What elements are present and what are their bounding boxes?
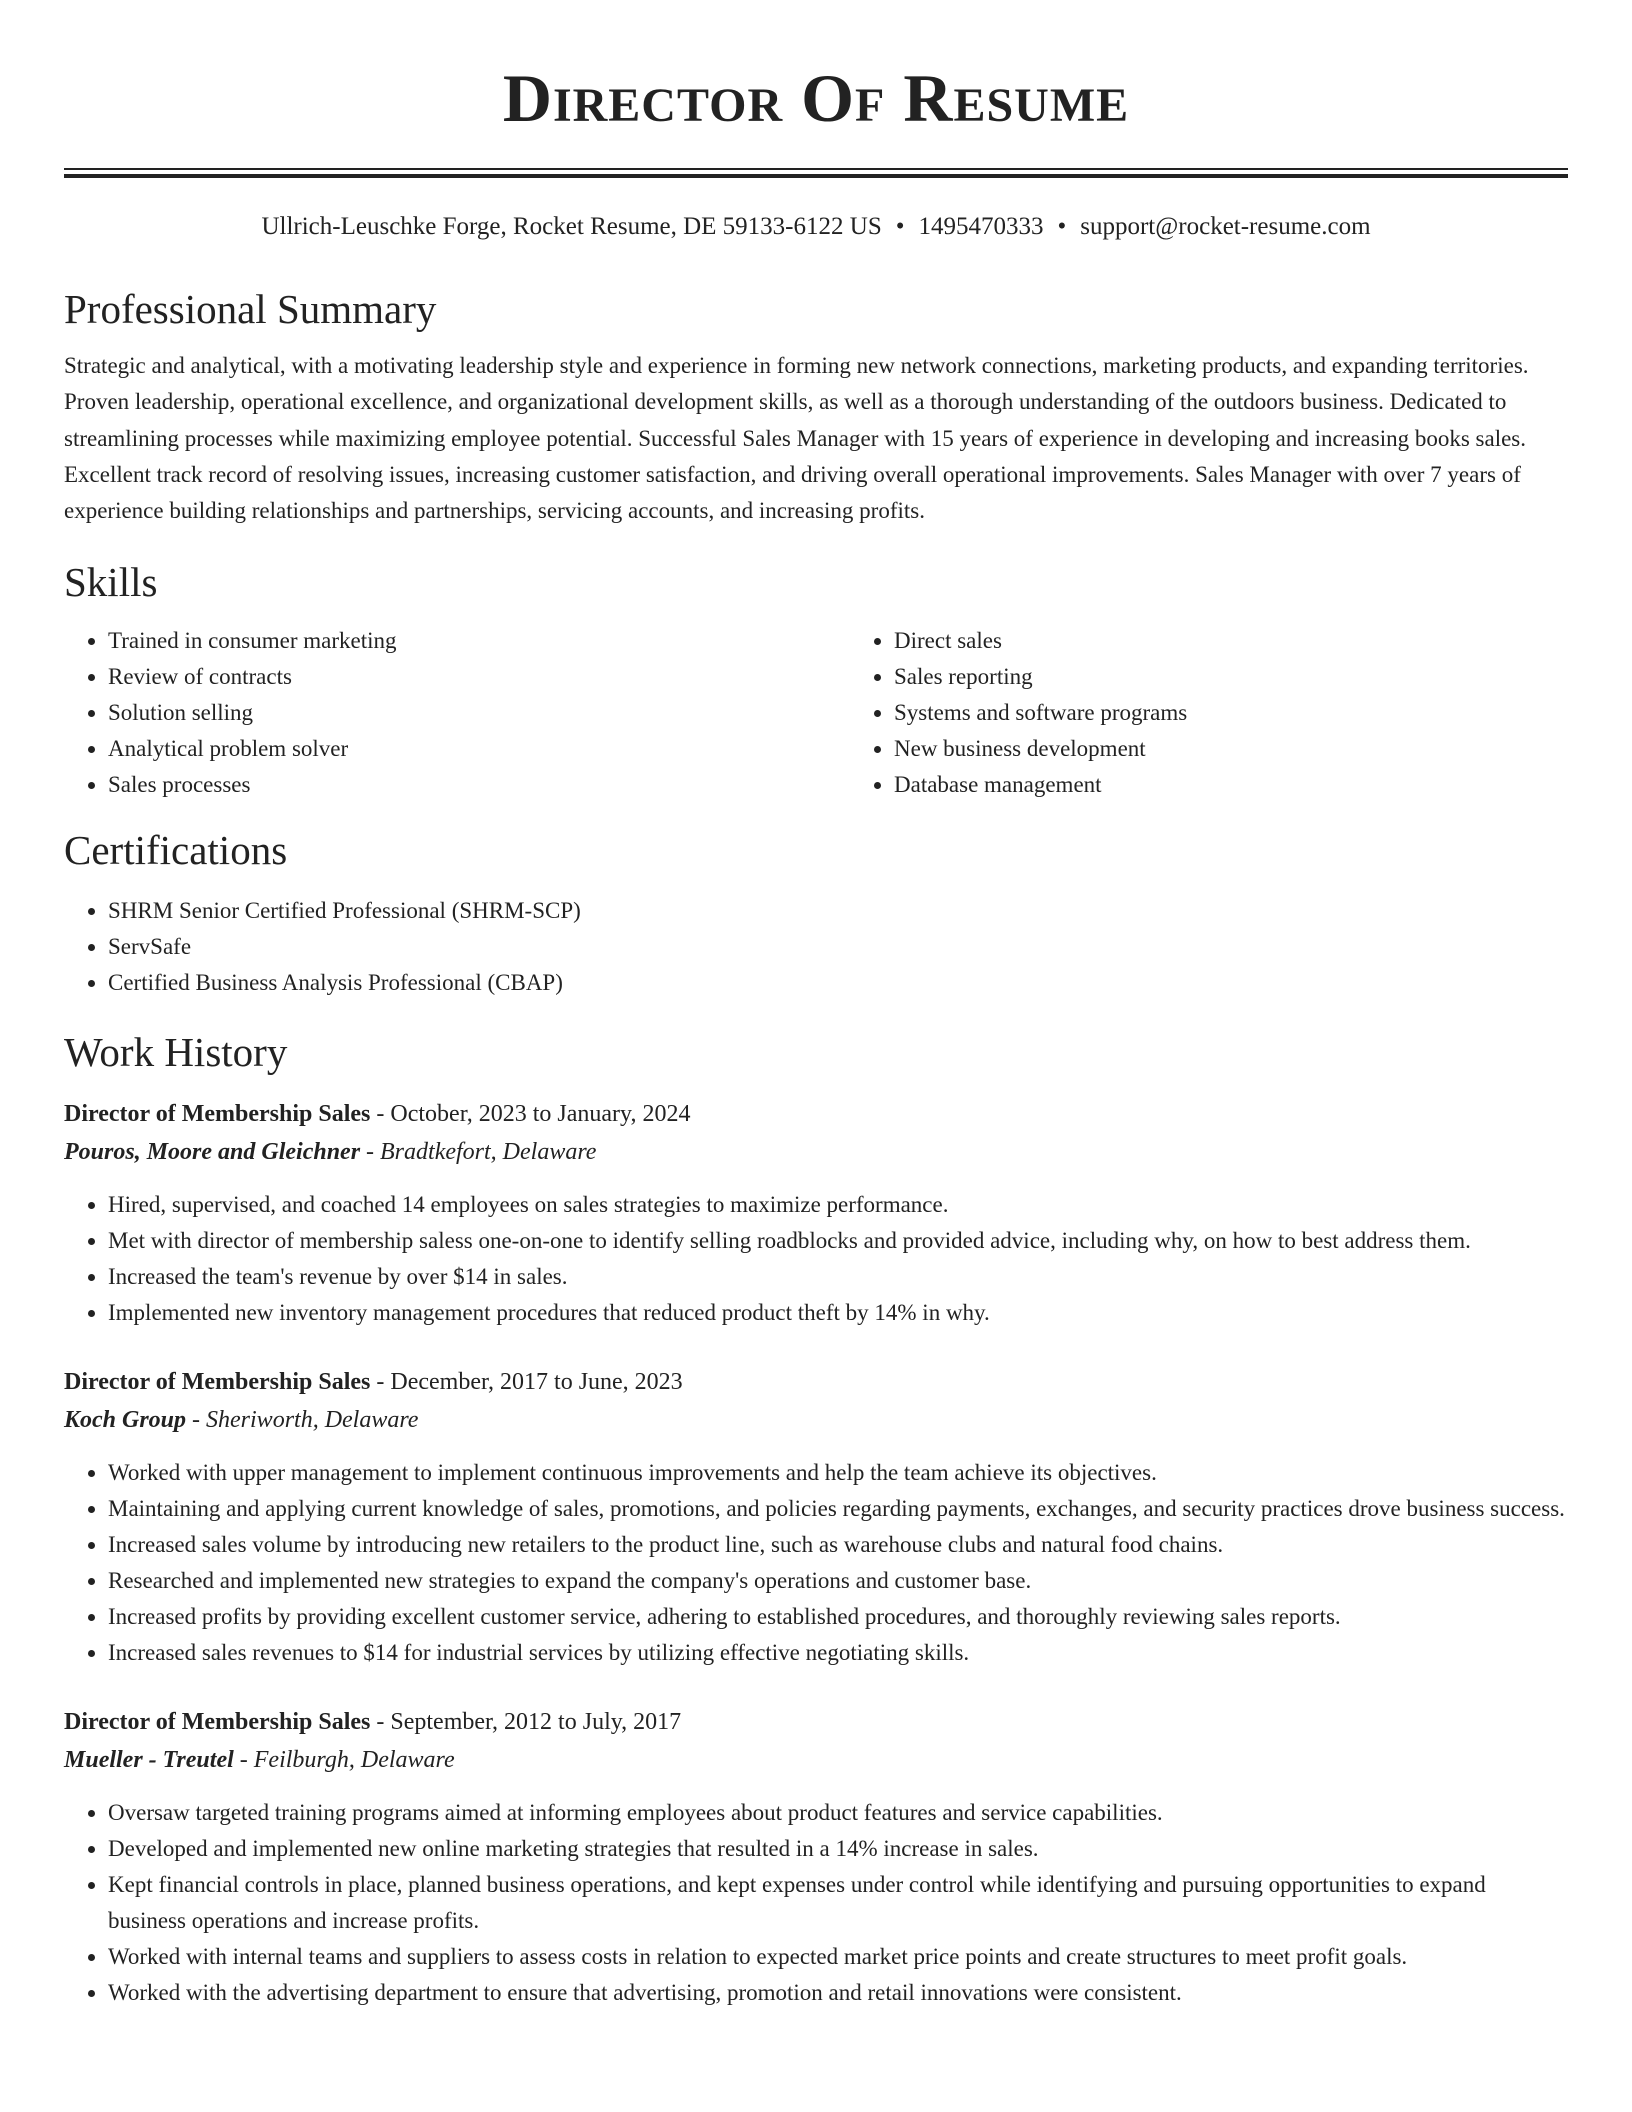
job-title-line: [64, 1703, 1568, 1741]
skills-heading: Skills: [64, 559, 158, 606]
job-company: Koch Group: [64, 1407, 187, 1434]
skills-list: [64, 623, 1568, 803]
job-company-line: [64, 1741, 1568, 1779]
job-bullet: • Developed and implemented new online marketing strategies that resulted in a 14% increase in sales.: [108, 1831, 1568, 1867]
job-title-line: [64, 1363, 1568, 1401]
job-title: Director of Membership Sales: [64, 1101, 371, 1128]
job-bullet: • Hired, supervised, and coached 14 employees on sales strategies to maximize performance.: [108, 1187, 1568, 1223]
job-bullet: • Increased profits by providing excellent customer service, adhering to established procedures, and thoroughly reviewing sales reports.: [108, 1599, 1568, 1635]
job-bullets: [64, 1455, 1568, 1671]
certifications-list: [64, 893, 1568, 1001]
job-dates: - September, 2012 to July, 2017: [370, 1709, 682, 1736]
job-bullet: • Oversaw targeted training programs aimed at informing employees about product features and service capabilities.: [108, 1795, 1568, 1831]
job-bullet: • Increased sales revenues to $14 for industrial services by utilizing effective negotiating skills.: [108, 1635, 1568, 1671]
job-bullet: • Kept financial controls in place, planned business operations, and kept expenses under control while identifying and pursuing opportunities to expand business operations and increase profits.: [108, 1867, 1568, 1939]
job-bullet: • Implemented new inventory management procedures that reduced product theft by 14% in why.: [108, 1295, 1568, 1331]
job-title: Director of Membership Sales: [64, 1369, 371, 1396]
certification-item: • Certified Business Analysis Professional (CBAP): [108, 965, 1568, 1001]
skill-item: • Database management: [894, 767, 1632, 803]
skills-left-column: [64, 623, 850, 803]
contact-separator: •: [1057, 213, 1067, 240]
job-dates: - December, 2017 to June, 2023: [370, 1369, 683, 1396]
work-history-heading: Work History: [64, 1029, 288, 1076]
summary-heading: Professional Summary: [64, 286, 437, 332]
resume-name: Director Of Resume: [502, 60, 1130, 136]
job-title-line: [64, 1095, 1568, 1133]
job-bullet: • Maintaining and applying current knowledge of sales, promotions, and policies regarding payments, exchanges, and security practices drove business success.: [108, 1491, 1568, 1527]
certification-item: • ServSafe: [108, 929, 1568, 965]
job-location: - Feilburgh, Delaware: [233, 1747, 455, 1774]
job-company: Pouros, Moore and Gleichner: [64, 1139, 361, 1166]
job-company: Mueller - Treutel: [64, 1747, 234, 1774]
job-location: - Sheriworth, Delaware: [186, 1407, 419, 1434]
job-bullet: • Worked with internal teams and suppliers to assess costs in relation to expected market price points and create structures to meet profit goals.: [108, 1939, 1568, 1975]
resume-page: [64, 0, 1568, 2011]
header-divider: [64, 168, 1568, 178]
job-bullet: • Increased the team's revenue by over $14 in sales.: [108, 1259, 1568, 1295]
skills-right-column: [850, 623, 1632, 803]
skill-item: • Solution selling: [108, 695, 850, 731]
skill-item: • Trained in consumer marketing: [108, 623, 850, 659]
skill-item: • New business development: [894, 731, 1632, 767]
skill-item: • Sales processes: [108, 767, 850, 803]
job-company-line: [64, 1401, 1568, 1439]
skill-item: • Direct sales: [894, 623, 1632, 659]
skill-item: • Review of contracts: [108, 659, 850, 695]
job-bullets: [64, 1187, 1568, 1331]
summary-text: Strategic and analytical, with a motivating leadership style and experience in forming new network connections, marketing products, and expanding territories. Proven leadership, operational excellence, and organizational development skills, as well as a thorough understanding of the outdoors business. Dedicated to streamlining processes while maximizing employee potential. Successful Sales Manager with 15 years of experience in developing and increasing books sales. Excellent track record of resolving issues, increasing customer satisfaction, and driving overall operational improvements. Sales Manager with over 7 years of experience building relationships and partnerships, servicing accounts, and increasing profits.: [64, 353, 1529, 524]
job-bullet: • Researched and implemented new strategies to expand the company's operations and customer base.: [108, 1563, 1568, 1599]
contact-phone: 1495470333: [918, 213, 1044, 240]
job-bullets: [64, 1795, 1568, 2011]
job-entry: [64, 1095, 1568, 1331]
contact-email: support@rocket-resume.com: [1080, 213, 1371, 240]
skill-item: • Analytical problem solver: [108, 731, 850, 767]
skill-item: • Systems and software programs: [894, 695, 1632, 731]
certifications-heading: Certifications: [64, 827, 288, 874]
skill-item: • Sales reporting: [894, 659, 1632, 695]
job-title: Director of Membership Sales: [64, 1709, 371, 1736]
contact-line: [64, 212, 1568, 242]
contact-address: Ullrich-Leuschke Forge, Rocket Resume, DE 59133-6122 US: [261, 213, 882, 240]
job-entry: [64, 1703, 1568, 2011]
job-dates: - October, 2023 to January, 2024: [370, 1101, 691, 1128]
job-bullet: • Worked with the advertising department to ensure that advertising, promotion and retail innovations were consistent.: [108, 1975, 1568, 2011]
job-location: - Bradtkefort, Delaware: [360, 1139, 597, 1166]
job-bullet: • Increased sales volume by introducing new retailers to the product line, such as warehouse clubs and natural food chains.: [108, 1527, 1568, 1563]
job-company-line: [64, 1133, 1568, 1171]
certification-item: • SHRM Senior Certified Professional (SHRM-SCP): [108, 893, 1568, 929]
job-bullet: • Met with director of membership saless one-on-one to identify selling roadblocks and provided advice, including why, on how to best address them.: [108, 1223, 1568, 1259]
job-entry: [64, 1363, 1568, 1671]
job-bullet: • Worked with upper management to implement continuous improvements and help the team achieve its objectives.: [108, 1455, 1568, 1491]
contact-separator: •: [895, 213, 905, 240]
